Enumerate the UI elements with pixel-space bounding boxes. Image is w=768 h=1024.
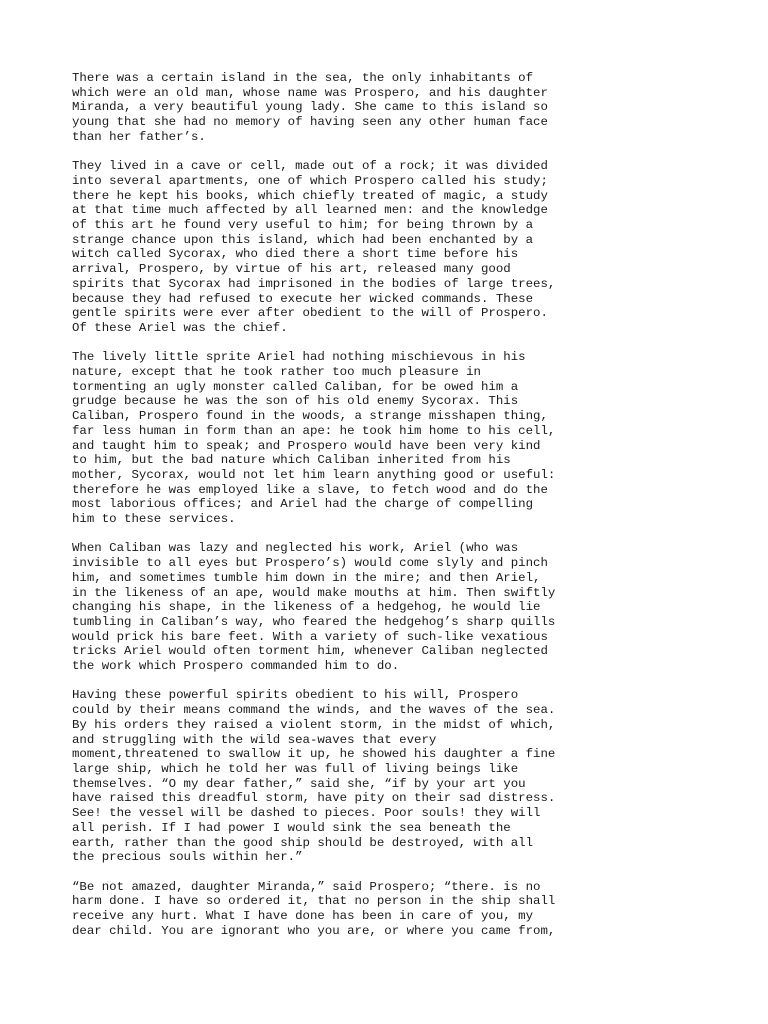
paragraph-1: There was a certain island in the sea, the only inhabitants of which were an old man, whose name was Prospero, and his daughter Miranda, a very beautiful young lady. She came to this island so young that she had no memory of having seen any other human face than her father’s. [72, 71, 548, 144]
paragraph-2: They lived in a cave or cell, made out of a rock; it was divided into several apartments, one of which Prospero called his study; there he kept his books, which chiefly treated of magic, a study at that time much affected by all learned men: and the knowledge of this art he found very useful to him; for being thrown by a strange chance upon this island, which had been enchanted by a witch called Sycorax, who died there a short time before his arrival, Prospero, by virtue of his art, released many good spirits that Sycorax had imprisoned in the bodies of large trees, because they had refused to execute her wicked commands. These gentle spirits were ever after obedient to the will of Prospero. Of these Ariel was the chief. [72, 159, 556, 335]
paragraph-5: Having these powerful spirits obedient to his will, Prospero could by their means command the winds, and the waves of the sea. By his orders they raised a violent storm, in the midst of which, and struggling with the wild sea-waves that every moment,threatened to swallow it up, he showed his daughter a fine large ship, which he told her was full of living beings like themselves. “O my dear father,” said she, “if by your art you have raised this dreadful storm, have pity on their sad distress. See! the vessel will be dashed to pieces. Poor souls! they will all perish. If I had power I would sink the sea beneath the earth, rather than the good ship should be destroyed, with all the precious souls within her.” [72, 688, 556, 865]
paragraph-3: The lively little sprite Ariel had nothing mischievous in his nature, except that he took rather too much pleasure in tormenting an ugly monster called Caliban, for be owed him a grudge because he was the son of his old enemy Sycorax. This Caliban, Prospero found in the woods, a strange misshapen thing, far less human in form than an ape: he took him home to his cell, and taught him to speak; and Prospero would have been very kind to him, but the bad nature which Caliban inherited from his mother, Sycorax, would not let him learn anything good or useful: therefore he was employed like a slave, to fetch wood and do the most laborious offices; and Ariel had the charge of compelling him to these services. [72, 350, 556, 527]
document-page [72, 71, 712, 953]
paragraph-4: When Caliban was lazy and neglected his work, Ariel (who was invisible to all eyes but Prospero’s) would come slyly and pinch him, and sometimes tumble him down in the mire; and then Ariel, in the likeness of an ape, would make mouths at him. Then swiftly changing his shape, in the likeness of a hedgehog, he would lie tumbling in Caliban’s way, who feared the hedgehog’s sharp quills would prick his bare feet. With a variety of such-like vexatious tricks Ariel would often torment him, whenever Caliban neglected the work which Prospero commanded him to do. [72, 541, 556, 674]
paragraph-6: “Be not amazed, daughter Miranda,” said Prospero; “there. is no harm done. I have so ordered it, that no person in the ship shall receive any hurt. What I have done has been in care of you, my dear child. You are ignorant who you are, or where you came from, [72, 879, 556, 938]
